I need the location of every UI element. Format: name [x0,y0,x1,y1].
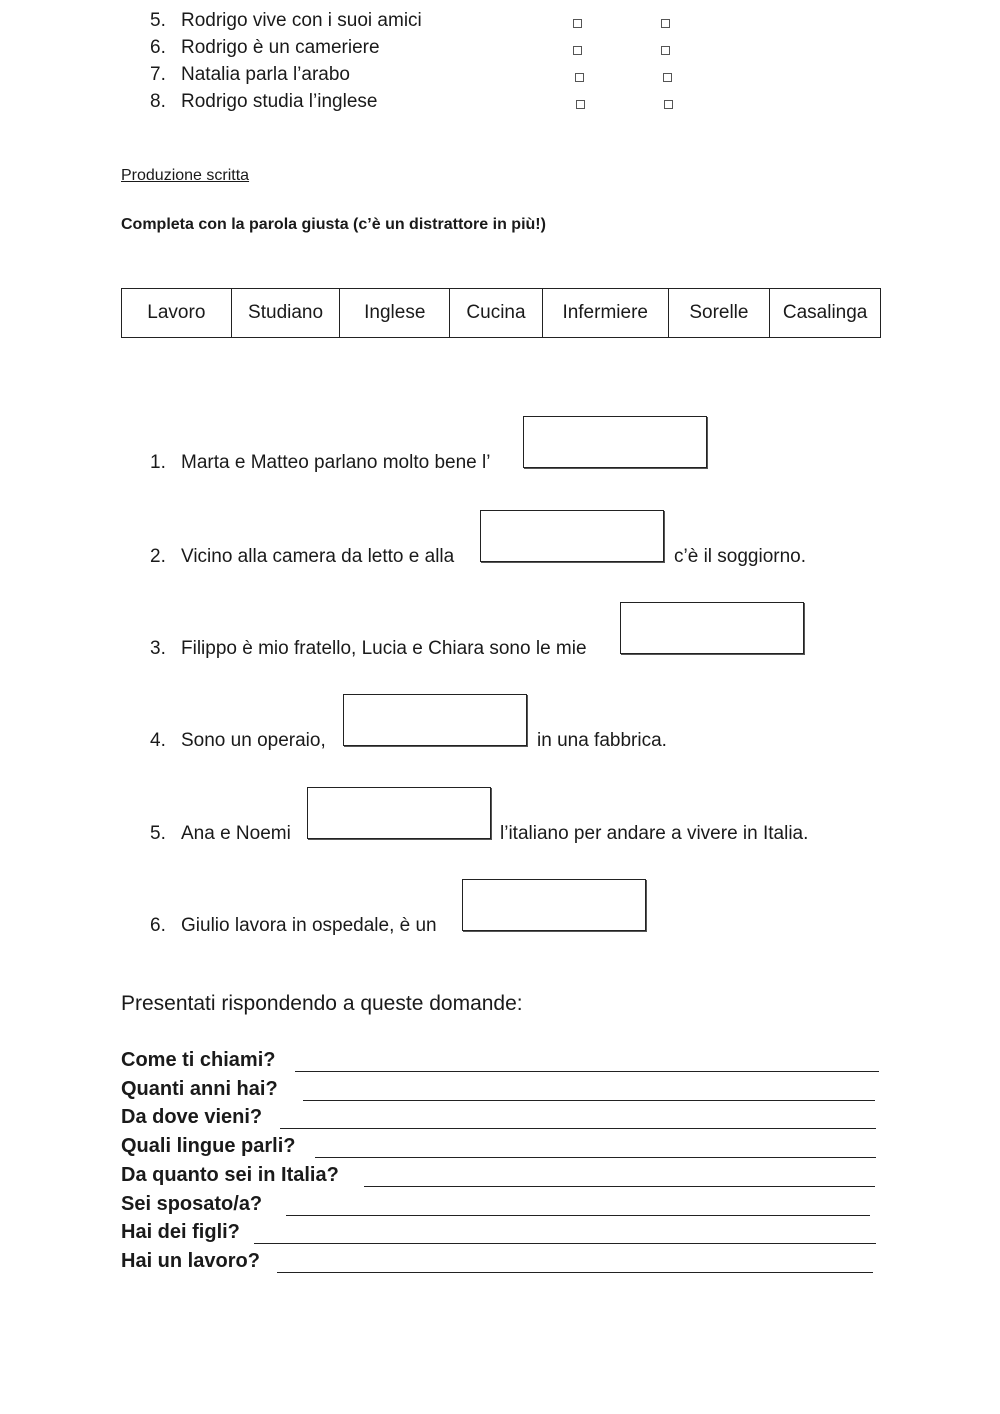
question-row [121,1193,870,1221]
question-row [121,1106,876,1134]
question-label: Come ti chiami? [121,1049,276,1071]
answer-box[interactable] [523,416,707,468]
statement-text: Natalia parla l’arabo [181,64,350,85]
fill-item-text-before: Sono un operaio, [181,730,326,751]
question-label: Sei sposato/a? [121,1193,263,1215]
statement-text: Rodrigo studia l’inglese [181,91,378,112]
word-bank-cell[interactable]: Sorelle [669,289,771,337]
question-row [121,1049,879,1077]
answer-line[interactable] [286,1215,870,1216]
answer-box[interactable] [620,602,804,654]
statement-number: 8. [150,91,166,112]
fill-item-text-before: Vicino alla camera da letto e alla [181,546,455,567]
fill-item-text-before: Giulio lavora in ospedale, è un [181,915,437,936]
answer-line[interactable] [295,1071,879,1072]
statement-row [0,37,1000,64]
fill-item-text-after: c’è il soggiorno. [674,546,807,567]
question-label: Hai un lavoro? [121,1250,260,1272]
answer-line[interactable] [280,1128,876,1129]
fill-item-number: 4. [150,730,166,751]
word-bank-cell[interactable]: Lavoro [122,289,232,337]
false-checkbox[interactable] [664,100,673,109]
statement-number: 7. [150,64,166,85]
question-row [121,1221,876,1249]
question-label: Da quanto sei in Italia? [121,1164,339,1186]
fill-item-text-before: Filippo è mio fratello, Lucia e Chiara sono le mie [181,638,587,659]
answer-line[interactable] [254,1243,876,1244]
answer-box[interactable] [462,879,646,931]
answer-line[interactable] [303,1100,875,1101]
statement-number: 6. [150,37,166,58]
word-bank-cell[interactable]: Infermiere [543,289,669,337]
section-title: Produzione scritta [121,167,250,184]
fill-item-number: 2. [150,546,166,567]
question-row [121,1135,876,1163]
word-bank-cell[interactable]: Casalinga [782,302,868,323]
fill-item-number: 1. [150,452,166,473]
answer-line[interactable] [364,1186,875,1187]
statement-row [0,91,1000,118]
word-bank-cell[interactable]: Cucina [450,289,543,337]
answer-box[interactable] [307,787,491,839]
instruction-text: Completa con la parola giusta (c’è un distrattore in più!) [121,216,546,233]
statement-number: 5. [150,10,166,31]
word-bank-table [121,288,881,338]
fill-item-number: 6. [150,915,166,936]
statement-text: Rodrigo vive con i suoi amici [181,10,422,31]
answer-box[interactable] [343,694,527,746]
fill-item-number: 3. [150,638,166,659]
fill-item-text-after: l’italiano per andare a vivere in Italia. [500,823,809,844]
question-row [121,1078,875,1106]
answer-line[interactable] [277,1272,873,1273]
fill-item-text-before: Ana e Noemi [181,823,291,844]
answer-line[interactable] [315,1157,876,1158]
question-label: Quali lingue parli? [121,1135,296,1157]
statement-text: Rodrigo è un cameriere [181,37,380,58]
question-row [121,1164,875,1192]
true-checkbox[interactable] [575,73,584,82]
answer-box[interactable] [480,510,664,562]
word-bank-cell[interactable]: Inglese [340,289,450,337]
true-checkbox[interactable] [576,100,585,109]
question-label: Hai dei figli? [121,1221,240,1243]
fill-item-number: 5. [150,823,166,844]
question-row [121,1250,873,1278]
presentation-title: Presentati rispondendo a queste domande: [121,992,523,1015]
false-checkbox[interactable] [663,73,672,82]
true-checkbox[interactable] [573,19,582,28]
statement-row [0,10,1000,37]
false-checkbox[interactable] [661,46,670,55]
false-checkbox[interactable] [661,19,670,28]
fill-item-text-after: in una fabbrica. [537,730,667,751]
statement-row [0,64,1000,91]
true-checkbox[interactable] [573,46,582,55]
question-label: Quanti anni hai? [121,1078,278,1100]
fill-item-text-before: Marta e Matteo parlano molto bene l’ [181,452,491,473]
question-label: Da dove vieni? [121,1106,263,1128]
word-bank-cell[interactable]: Studiano [232,289,341,337]
